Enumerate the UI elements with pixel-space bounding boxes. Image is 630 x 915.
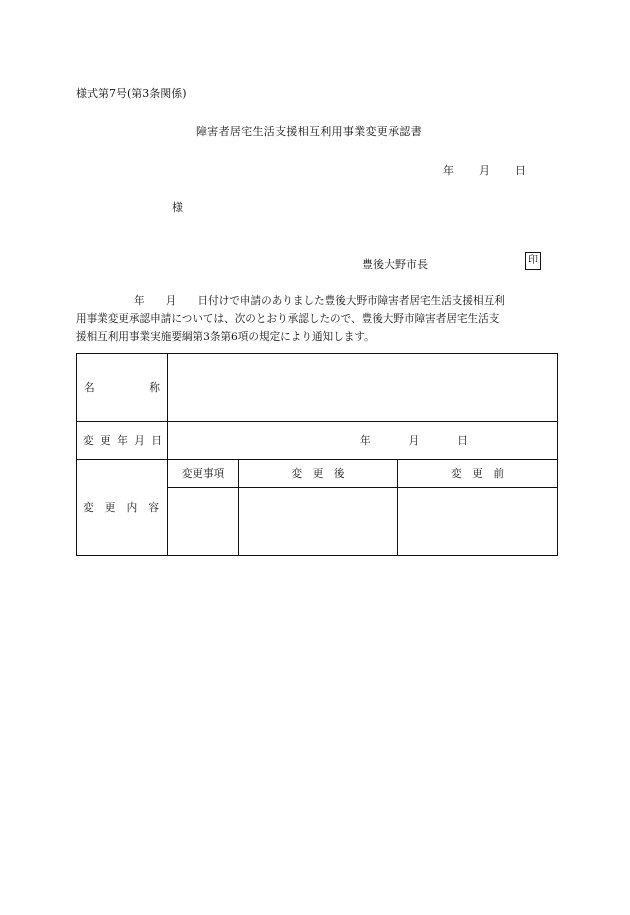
- issuer-name: 豊後大野市長: [362, 258, 428, 271]
- change-date-year: 年: [360, 435, 371, 447]
- change-content-label-cell: [77, 460, 168, 556]
- col-header-after: 変 更 後: [239, 460, 398, 488]
- notice-body: [76, 292, 558, 346]
- change-content-label-char: 容: [148, 502, 159, 514]
- change-date-label-char: 年: [117, 435, 128, 447]
- document-title: 障害者居宅生活支援相互利用事業変更承認書: [196, 125, 422, 138]
- change-item-cell[interactable]: [168, 488, 239, 556]
- name-label-b: 称: [149, 382, 160, 394]
- name-row: [77, 354, 558, 422]
- name-label-a: 名: [84, 382, 95, 394]
- change-date-row: [77, 422, 558, 460]
- issue-date-month: 月: [479, 164, 490, 177]
- change-details-table: [76, 353, 558, 556]
- change-date-label-cell: [77, 422, 168, 460]
- change-content-label-char: 更: [104, 502, 116, 514]
- change-date-label-char: 月: [134, 435, 145, 447]
- name-label-cell: [77, 354, 168, 422]
- issue-date-year: 年: [443, 164, 454, 177]
- col-header-before: 変 更 前: [398, 460, 558, 488]
- change-content-header-row: [77, 460, 558, 488]
- issue-date-day: 日: [515, 164, 526, 177]
- change-after-cell[interactable]: [239, 488, 398, 556]
- change-date-label-char: 更: [100, 435, 111, 447]
- seal-mark: 印: [525, 252, 541, 270]
- name-value-cell[interactable]: [168, 354, 558, 422]
- addressee-honorific: 様: [172, 201, 183, 214]
- change-date-day: 日: [457, 435, 468, 447]
- issue-date: [443, 162, 526, 178]
- change-content-label-char: 内: [126, 502, 138, 514]
- notice-body-line-1: 年 月 日付けで申請のありました豊後大野市障害者居宅生活支援相互利: [134, 295, 505, 307]
- form-number: 様式第7号(第3条関係): [76, 87, 187, 100]
- change-date-label-char: 変: [83, 435, 94, 447]
- notice-body-line-2: 用事業変更承認申請については、次のとおり承認したので、豊後大野市障害者居宅生活支: [76, 313, 500, 325]
- change-content-label-char: 変: [83, 502, 94, 514]
- change-date-value-cell[interactable]: [168, 422, 558, 460]
- col-header-change-item: 変更事項: [168, 460, 239, 488]
- change-before-cell[interactable]: [398, 488, 558, 556]
- notice-body-line-3: 援相互利用事業実施要綱第3条第6項の規定により通知します。: [76, 331, 375, 343]
- change-date-label-char: 日: [151, 435, 162, 447]
- change-date-month: 月: [408, 435, 420, 447]
